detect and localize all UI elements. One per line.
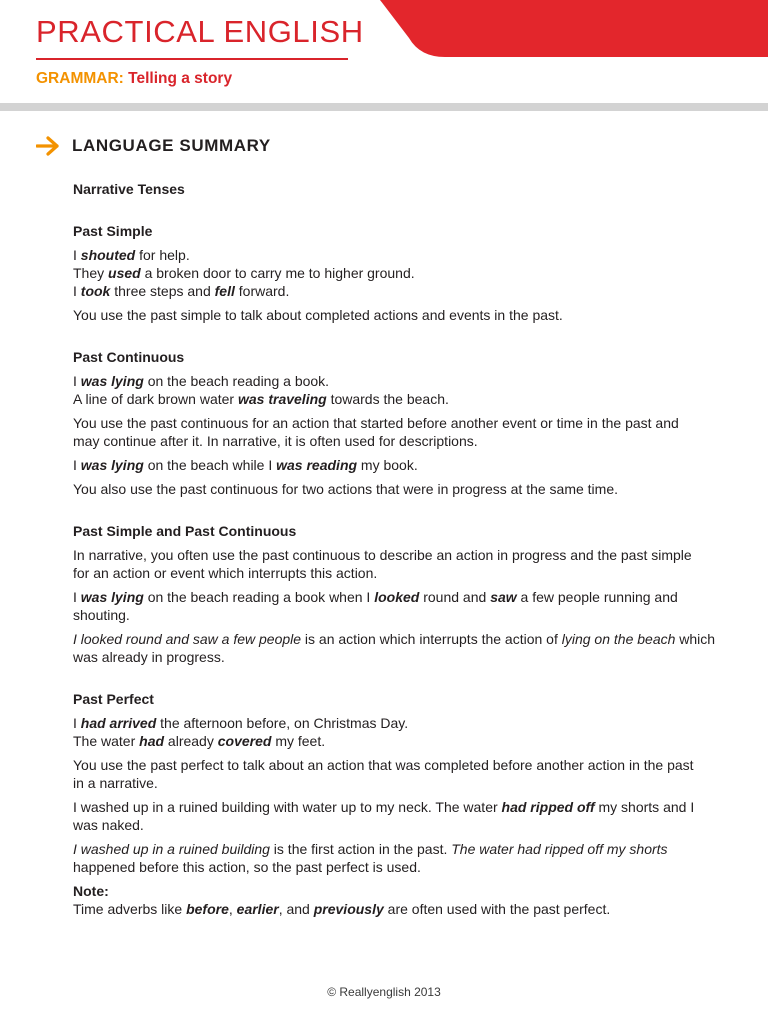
text-run: which: [675, 631, 716, 647]
text-run: towards the beach.: [326, 391, 449, 407]
text-run: You also use the past continuous for two actions that were in progress at the same time.: [73, 481, 619, 497]
example-block: [73, 246, 738, 300]
topic-heading: Narrative Tenses: [73, 181, 185, 197]
explanation-paragraph: [73, 756, 738, 792]
text-run: I: [73, 247, 81, 263]
note-text: [73, 900, 738, 918]
footer-copyright: © Reallyenglish 2013: [327, 985, 441, 999]
text-run: on the beach while I: [143, 457, 277, 473]
text-run: in a narrative.: [73, 775, 158, 791]
emphasized-verb: used: [108, 265, 141, 281]
text-run: You use the past perfect to talk about an action that was completed before another action in the past: [73, 757, 694, 773]
text-run: my book.: [357, 457, 418, 473]
emphasized-verb: before: [186, 901, 229, 917]
emphasized-verb: was lying: [80, 589, 144, 605]
explanation-paragraph: [73, 840, 738, 876]
text-run: for help.: [135, 247, 190, 263]
text-run: is an action which interrupts the action of: [301, 631, 562, 647]
emphasized-verb: was reading: [276, 457, 358, 473]
subtitle-label: GRAMMAR:: [36, 70, 124, 87]
text-run: my shorts and I: [594, 799, 695, 815]
text-run: three steps and: [110, 283, 215, 299]
text-run: was already in progress.: [73, 649, 225, 665]
emphasized-verb: saw: [490, 589, 517, 605]
text-run: happened before this action, so the past perfect is used.: [73, 859, 421, 875]
explanation-paragraph: [73, 456, 738, 474]
arrow-right-icon: [36, 136, 60, 156]
text-run: A line of dark brown water: [73, 391, 238, 407]
text-run: a few people running and: [516, 589, 678, 605]
section-heading: Past Simple: [73, 223, 153, 239]
text-run: I: [73, 715, 81, 731]
header-divider: [0, 103, 768, 111]
explanation-paragraph: [73, 480, 738, 498]
emphasized-verb: looked: [374, 589, 420, 605]
explanation-paragraph: [73, 414, 738, 450]
brand-underline: [36, 58, 348, 60]
text-run: for an action or event which interrupts this action.: [73, 565, 378, 581]
emphasized-verb: fell: [214, 283, 235, 299]
emphasized-verb: was traveling: [237, 391, 327, 407]
text-run: already: [164, 733, 218, 749]
example-block: [73, 546, 738, 582]
italic-phrase: lying on the beach: [561, 631, 676, 647]
example-block: [73, 372, 738, 408]
text-run: I: [73, 283, 81, 299]
text-run: forward.: [234, 283, 290, 299]
text-run: a broken door to carry me to higher ground.: [140, 265, 415, 281]
explanation-paragraph: [73, 306, 738, 324]
text-run: You use the past continuous for an action that started before another event or time in the past and: [73, 415, 679, 431]
text-run: I: [73, 589, 81, 605]
text-run: I: [73, 373, 81, 389]
summary-content: [73, 180, 738, 918]
text-run: was naked.: [73, 817, 144, 833]
emphasized-verb: had arrived: [80, 715, 157, 731]
text-run: on the beach reading a book.: [143, 373, 330, 389]
text-run: I: [73, 457, 81, 473]
emphasized-verb: took: [80, 283, 111, 299]
emphasized-verb: was lying: [80, 457, 144, 473]
section-heading: Past Continuous: [73, 349, 185, 365]
text-run: may continue after it. In narrative, it is often used for descriptions.: [73, 433, 478, 449]
text-run: the afternoon before, on Christmas Day.: [156, 715, 409, 731]
italic-phrase: The water had ripped off my shorts: [451, 841, 668, 857]
header: [0, 0, 768, 104]
italic-phrase: I looked round and saw a few people: [73, 631, 302, 647]
text-run: You use the past simple to talk about completed actions and events in the past.: [73, 307, 563, 323]
section-heading: Past Simple and Past Continuous: [73, 523, 297, 539]
emphasized-verb: had: [139, 733, 165, 749]
text-run: ,: [228, 901, 237, 917]
text-run: shouting.: [73, 607, 130, 623]
brand-title: PRACTICAL ENGLISH: [36, 14, 364, 49]
text-run: on the beach reading a book when I: [143, 589, 375, 605]
emphasized-verb: previously: [313, 901, 384, 917]
subtitle-value: Telling a story: [128, 70, 233, 87]
example-block: [73, 714, 738, 750]
emphasized-verb: covered: [217, 733, 272, 749]
text-run: , and: [278, 901, 314, 917]
emphasized-verb: had ripped off: [501, 799, 595, 815]
text-run: They: [73, 265, 109, 281]
text-run: is the first action in the past.: [269, 841, 452, 857]
summary-title: LANGUAGE SUMMARY: [72, 136, 271, 155]
text-run: I washed up in a ruined building with water up to my neck. The water: [73, 799, 502, 815]
text-run: round and: [419, 589, 491, 605]
explanation-paragraph: [73, 798, 738, 834]
text-run: my feet.: [271, 733, 326, 749]
text-run: are often used with the past perfect.: [383, 901, 611, 917]
explanation-paragraph: [73, 588, 738, 624]
text-run: Time adverbs like: [73, 901, 187, 917]
italic-phrase: I washed up in a ruined building: [73, 841, 270, 857]
note-label: Note:: [73, 883, 109, 899]
explanation-paragraph: [73, 630, 738, 666]
text-run: The water: [73, 733, 140, 749]
section-heading: Past Perfect: [73, 691, 154, 707]
summary-heading: [36, 135, 271, 157]
emphasized-verb: shouted: [80, 247, 136, 263]
subtitle: [36, 70, 232, 88]
text-run: In narrative, you often use the past continuous to describe an action in progress and the past simple: [73, 547, 692, 563]
emphasized-verb: earlier: [236, 901, 279, 917]
emphasized-verb: was lying: [80, 373, 144, 389]
